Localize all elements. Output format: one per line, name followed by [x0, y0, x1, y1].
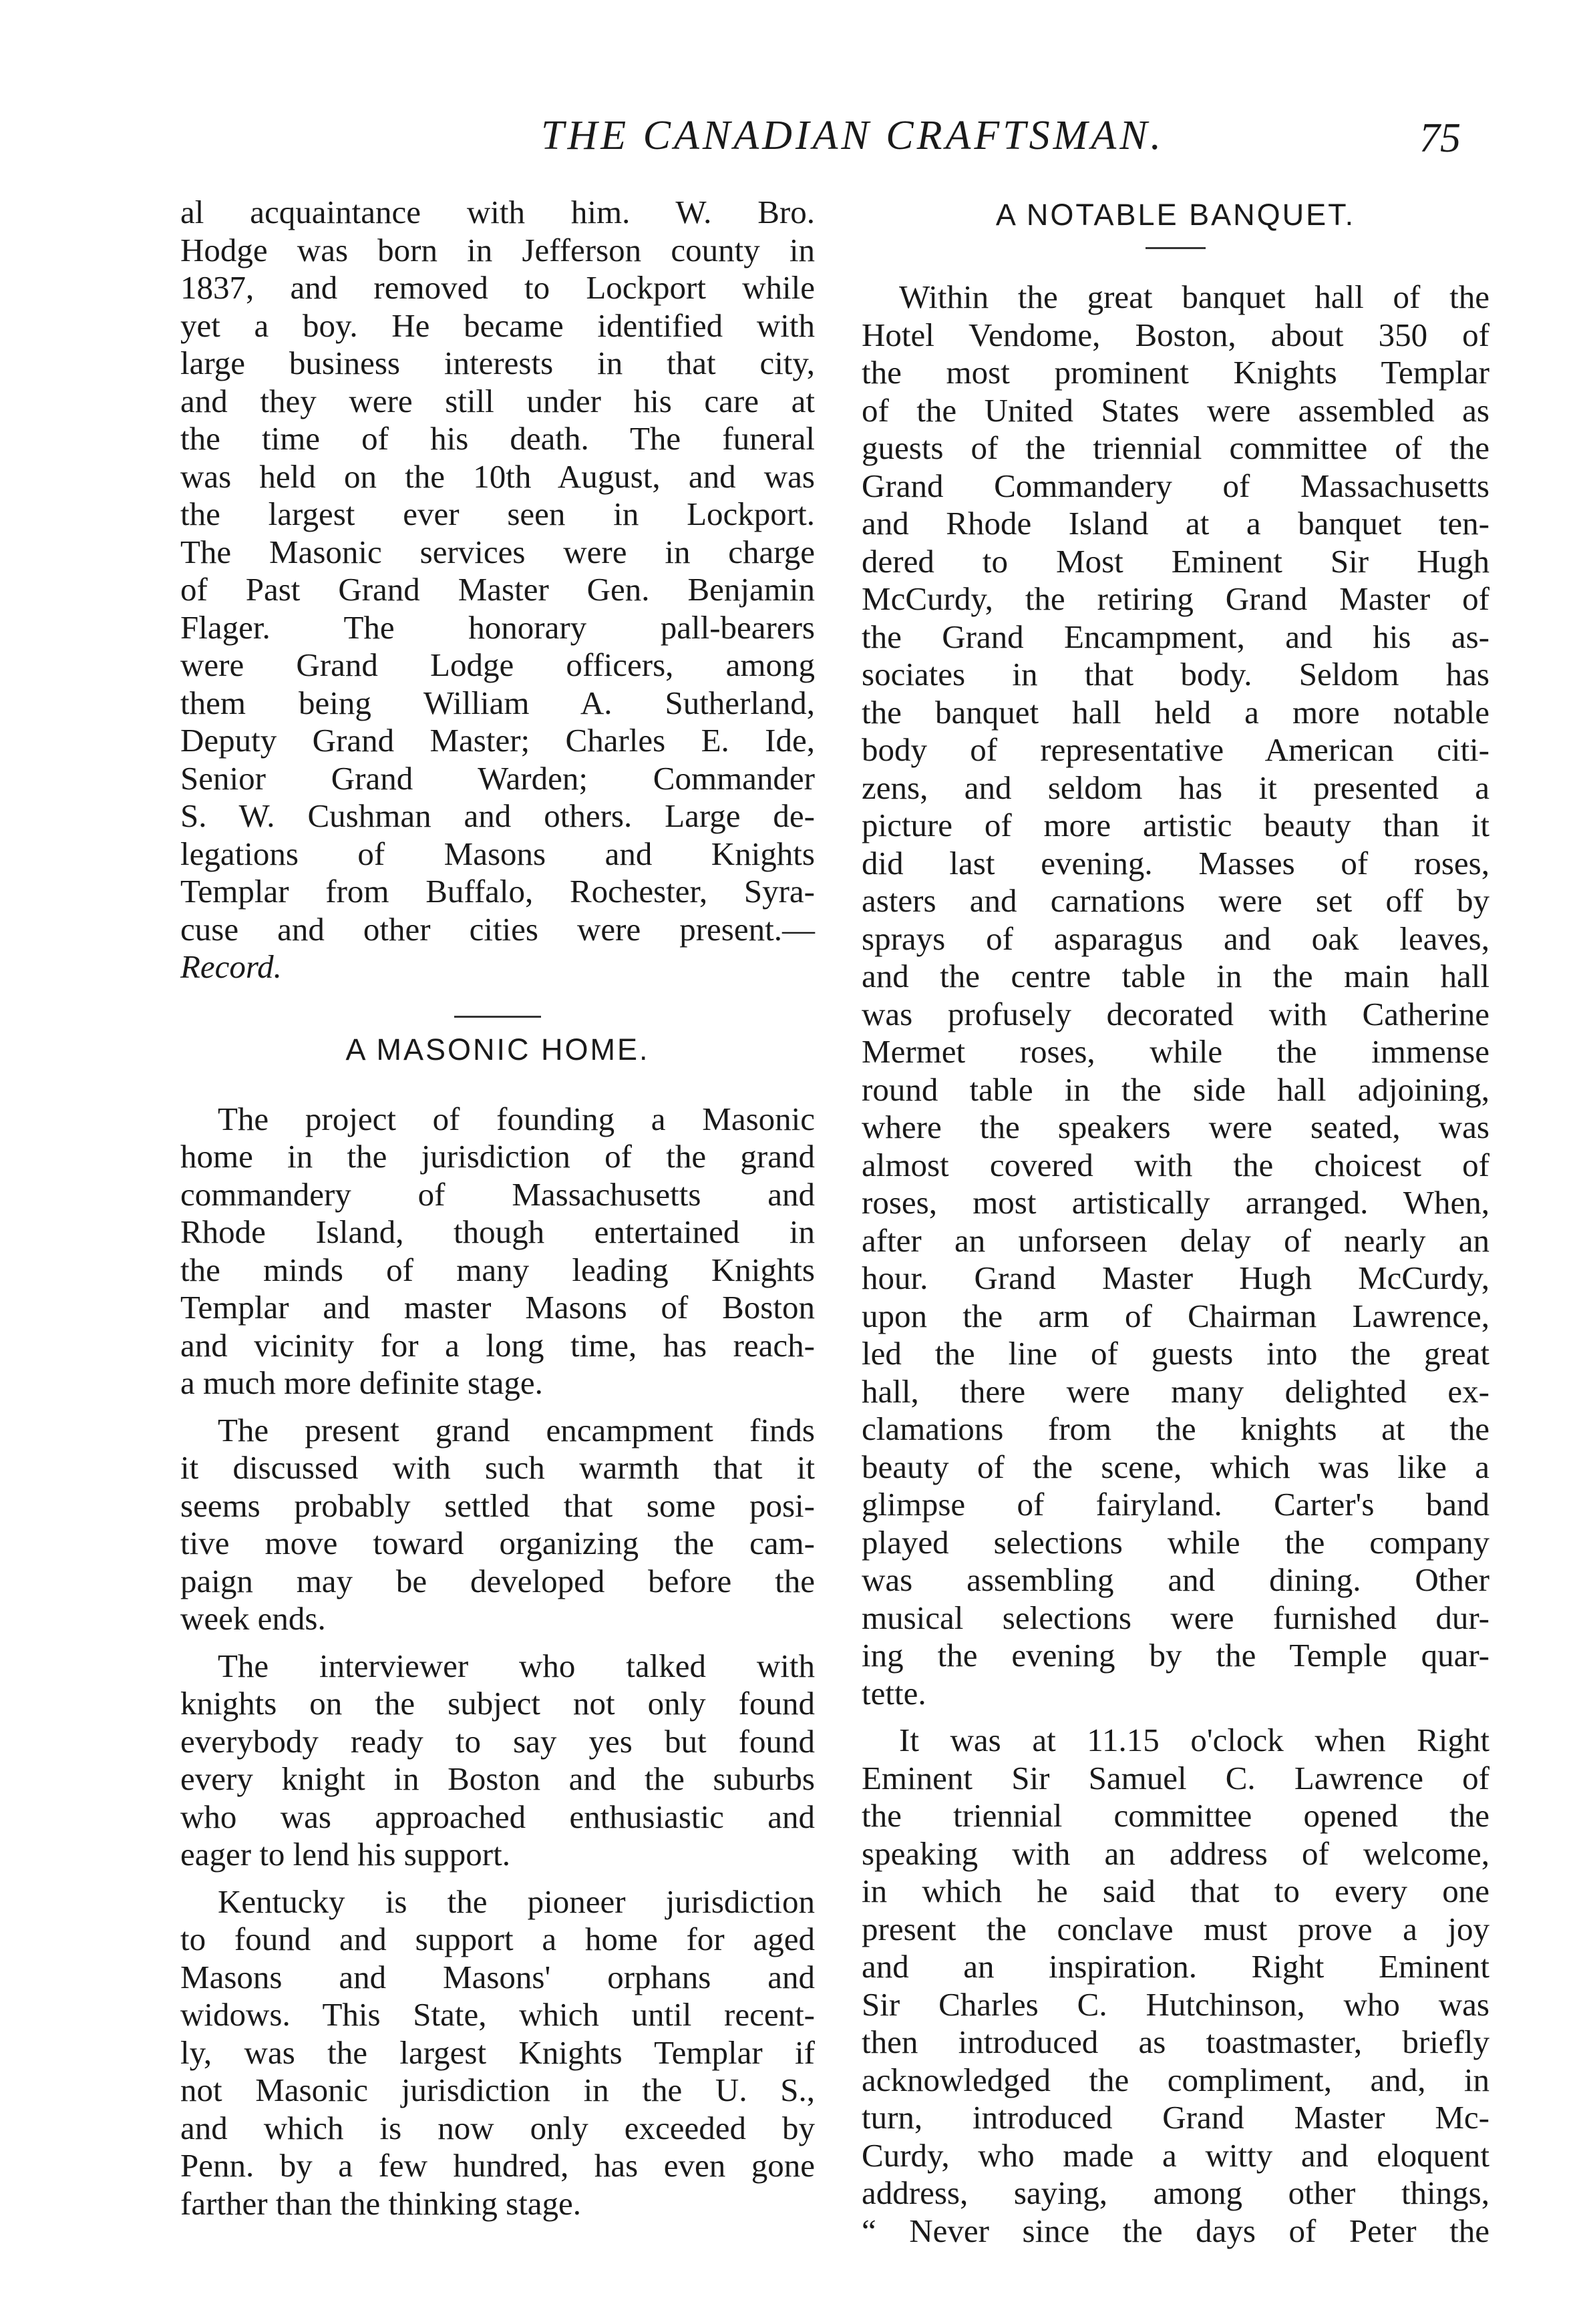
text-line: a much more definite stage. — [180, 1364, 543, 1401]
text-line: Grand Commandery of Massachusetts — [862, 467, 1490, 504]
text-line: home in the jurisdiction of the grand — [180, 1138, 815, 1175]
text-line: musical selections were furnished dur- — [862, 1599, 1490, 1636]
text-line: of Past Grand Master Gen. Benjamin — [180, 571, 815, 608]
text-line: the minds of many leading Knights — [180, 1251, 815, 1288]
text-line: and vicinity for a long time, has reach- — [180, 1326, 815, 1364]
text-line: 1837, and removed to Lockport while — [180, 269, 815, 306]
text-line: did last evening. Masses of roses, — [862, 844, 1490, 882]
text-line: roses, most artistically arranged. When, — [862, 1184, 1490, 1221]
text-line: paign may be developed before the — [180, 1562, 815, 1599]
text-line: speaking with an address of welcome, — [862, 1834, 1490, 1872]
text-line: widows. This State, which until recent- — [180, 1996, 815, 2033]
text-line: eager to lend his support. — [180, 1836, 510, 1873]
text-line: The Masonic services were in charge — [180, 533, 815, 570]
page-number: 75 — [1419, 116, 1461, 161]
text-line: the most prominent Knights Templar — [862, 354, 1490, 391]
text-line: it discussed with such warmth that it — [180, 1449, 815, 1486]
text-line: hour. Grand Master Hugh McCurdy, — [862, 1260, 1490, 1296]
text-line: seems probably settled that some posi- — [180, 1487, 815, 1524]
text-line: Mermet roses, while the immense — [862, 1033, 1490, 1070]
text-line: Deputy Grand Master; Charles E. Ide, — [180, 722, 815, 759]
text-line: The project of founding a Masonic — [218, 1100, 815, 1137]
text-line: upon the arm of Chairman Lawrence, — [862, 1297, 1490, 1334]
article-paragraph — [180, 1101, 815, 1402]
text-line: clamations from the knights at the — [862, 1410, 1490, 1447]
text-line: ly, was the largest Knights Templar if — [180, 2034, 815, 2071]
text-line: everybody ready to say yes but found — [180, 1722, 815, 1760]
text-line: The interviewer who talked with — [218, 1647, 815, 1684]
text-line: The present grand encampment finds — [218, 1411, 815, 1448]
text-line: of the United States were assembled as — [862, 391, 1490, 429]
text-line: Flager. The honorary pall-bearers — [180, 608, 815, 646]
text-line: and which is now only exceeded by — [180, 2109, 815, 2146]
text-line: sprays of asparagus and oak leaves, — [862, 920, 1490, 957]
text-line: dered to Most Eminent Sir Hugh — [862, 542, 1490, 580]
text-line: asters and carnations were set off by — [862, 882, 1490, 919]
section-heading-notable-banquet: A NOTABLE BANQUET. — [995, 198, 1356, 232]
text-line: ing the evening by the Temple quar- — [862, 1637, 1490, 1674]
text-line: week ends. — [180, 1600, 326, 1637]
text-line: was held on the 10th August, and was — [180, 457, 815, 495]
text-line: almost covered with the choicest of — [862, 1146, 1490, 1183]
text-line: was assembling and dining. Other — [862, 1561, 1490, 1598]
text-line: in which he said that to every one — [862, 1873, 1490, 1909]
text-line: the largest ever seen in Lockport. — [180, 496, 815, 532]
text-line: address, saying, among other things, — [862, 2174, 1490, 2211]
text-line: and Rhode Island at a banquet ten- — [862, 505, 1490, 542]
text-line: them being William A. Sutherland, — [180, 684, 815, 721]
section-heading-masonic-home: A MASONIC HOME. — [345, 1032, 650, 1067]
text-line: glimpse of fairyland. Carter's band — [862, 1486, 1490, 1523]
running-title: THE CANADIAN CRAFTSMAN. — [541, 113, 1165, 158]
source-attribution: Record. — [180, 948, 282, 985]
text-line: Rhode Island, though entertained in — [180, 1213, 815, 1250]
text-line: It was at 11.15 o'clock when Right — [899, 1722, 1490, 1758]
text-line: zens, and seldom has it presented a — [862, 769, 1490, 806]
text-line: tive move toward organizing the cam- — [180, 1525, 815, 1561]
text-line: round table in the side hall adjoining, — [862, 1071, 1490, 1108]
text-line: Curdy, who made a witty and eloquent — [862, 2136, 1490, 2174]
text-line: not Masonic jurisdiction in the U. S., — [180, 2072, 815, 2108]
text-line: the triennial committee opened the — [862, 1797, 1490, 1834]
text-line: Hotel Vendome, Boston, about 350 of — [862, 316, 1490, 353]
text-line: Templar from Buffalo, Rochester, Syra- — [180, 873, 815, 910]
text-line: the time of his death. The funeral — [180, 420, 815, 457]
text-line: Masons and Masons' orphans and — [180, 1958, 815, 1995]
text-line: guests of the triennial committee of the — [862, 429, 1490, 466]
text-line: led the line of guests into the great — [862, 1335, 1490, 1372]
text-line: acknowledged the compliment, and, in — [862, 2061, 1490, 2098]
article-paragraph — [180, 1883, 815, 2223]
text-line: was profusely decorated with Catherine — [862, 995, 1490, 1032]
text-line: every knight in Boston and the suburbs — [180, 1760, 815, 1797]
text-line: al acquaintance with him. W. Bro. — [180, 194, 815, 230]
text-line: and an inspiration. Right Eminent — [862, 1948, 1490, 1985]
text-line: where the speakers were seated, was — [862, 1109, 1490, 1145]
text-line: then introduced as toastmaster, briefly — [862, 2023, 1490, 2060]
text-line: legations of Masons and Knights — [180, 835, 815, 872]
text-line: tette. — [862, 1674, 926, 1712]
text-line: present the conclave must prove a joy — [862, 1910, 1490, 1947]
article-paragraph — [862, 278, 1490, 1712]
text-line: Kentucky is the pioneer jurisdiction — [218, 1883, 815, 1920]
text-line: beauty of the scene, which was like a — [862, 1448, 1490, 1485]
text-line: Within the great banquet hall of the — [899, 278, 1490, 315]
text-line: commandery of Massachusetts and — [180, 1175, 815, 1213]
text-line: body of representative American citi- — [862, 731, 1490, 768]
text-line: and the centre table in the main hall — [862, 958, 1490, 994]
left-column — [180, 194, 815, 2222]
text-line: Penn. by a few hundred, has even gone — [180, 2147, 815, 2184]
continuation-paragraph — [180, 194, 815, 986]
text-line: Senior Grand Warden; Commander — [180, 759, 815, 797]
text-line: S. W. Cushman and others. Large de- — [180, 797, 815, 834]
text-line: McCurdy, the retiring Grand Master of — [862, 580, 1490, 617]
article-paragraph — [180, 1648, 815, 1874]
text-line: large business interests in that city, — [180, 345, 815, 381]
text-line: yet a boy. He became identified with — [180, 307, 815, 344]
text-line: farther than the thinking stage. — [180, 2184, 582, 2222]
text-line: picture of more artistic beauty than it — [862, 807, 1490, 843]
text-line: were Grand Lodge officers, among — [180, 646, 815, 683]
text-line: after an unforseen delay of nearly an — [862, 1221, 1490, 1259]
text-line: the Grand Encampment, and his as- — [862, 618, 1490, 655]
text-line: knights on the subject not only found — [180, 1685, 815, 1722]
text-line: to found and support a home for aged — [180, 1921, 815, 1957]
text-line: the banquet hall held a more notable — [862, 693, 1490, 731]
text-line: Templar and master Masons of Boston — [180, 1289, 815, 1326]
text-line: who was approached enthusiastic and — [180, 1798, 815, 1835]
text-line: played selections while the company — [862, 1523, 1490, 1561]
text-line: cuse and other cities were present.— — [180, 910, 815, 948]
text-line: turn, introduced Grand Master Mc- — [862, 2099, 1490, 2136]
text-line: Sir Charles C. Hutchinson, who was — [862, 1985, 1490, 2023]
article-paragraph — [862, 1722, 1490, 2250]
text-line: “ Never since the days of Peter the — [862, 2212, 1490, 2249]
text-line: sociates in that body. Seldom has — [862, 656, 1490, 693]
text-line: and they were still under his care at — [180, 382, 815, 419]
text-line: Hodge was born in Jefferson county in — [180, 231, 815, 268]
text-line: hall, there were many delighted ex- — [862, 1372, 1490, 1410]
text-line: Eminent Sir Samuel C. Lawrence of — [862, 1759, 1490, 1796]
article-paragraph — [180, 1412, 815, 1638]
page-header — [0, 112, 1577, 172]
right-column — [862, 194, 1490, 2250]
